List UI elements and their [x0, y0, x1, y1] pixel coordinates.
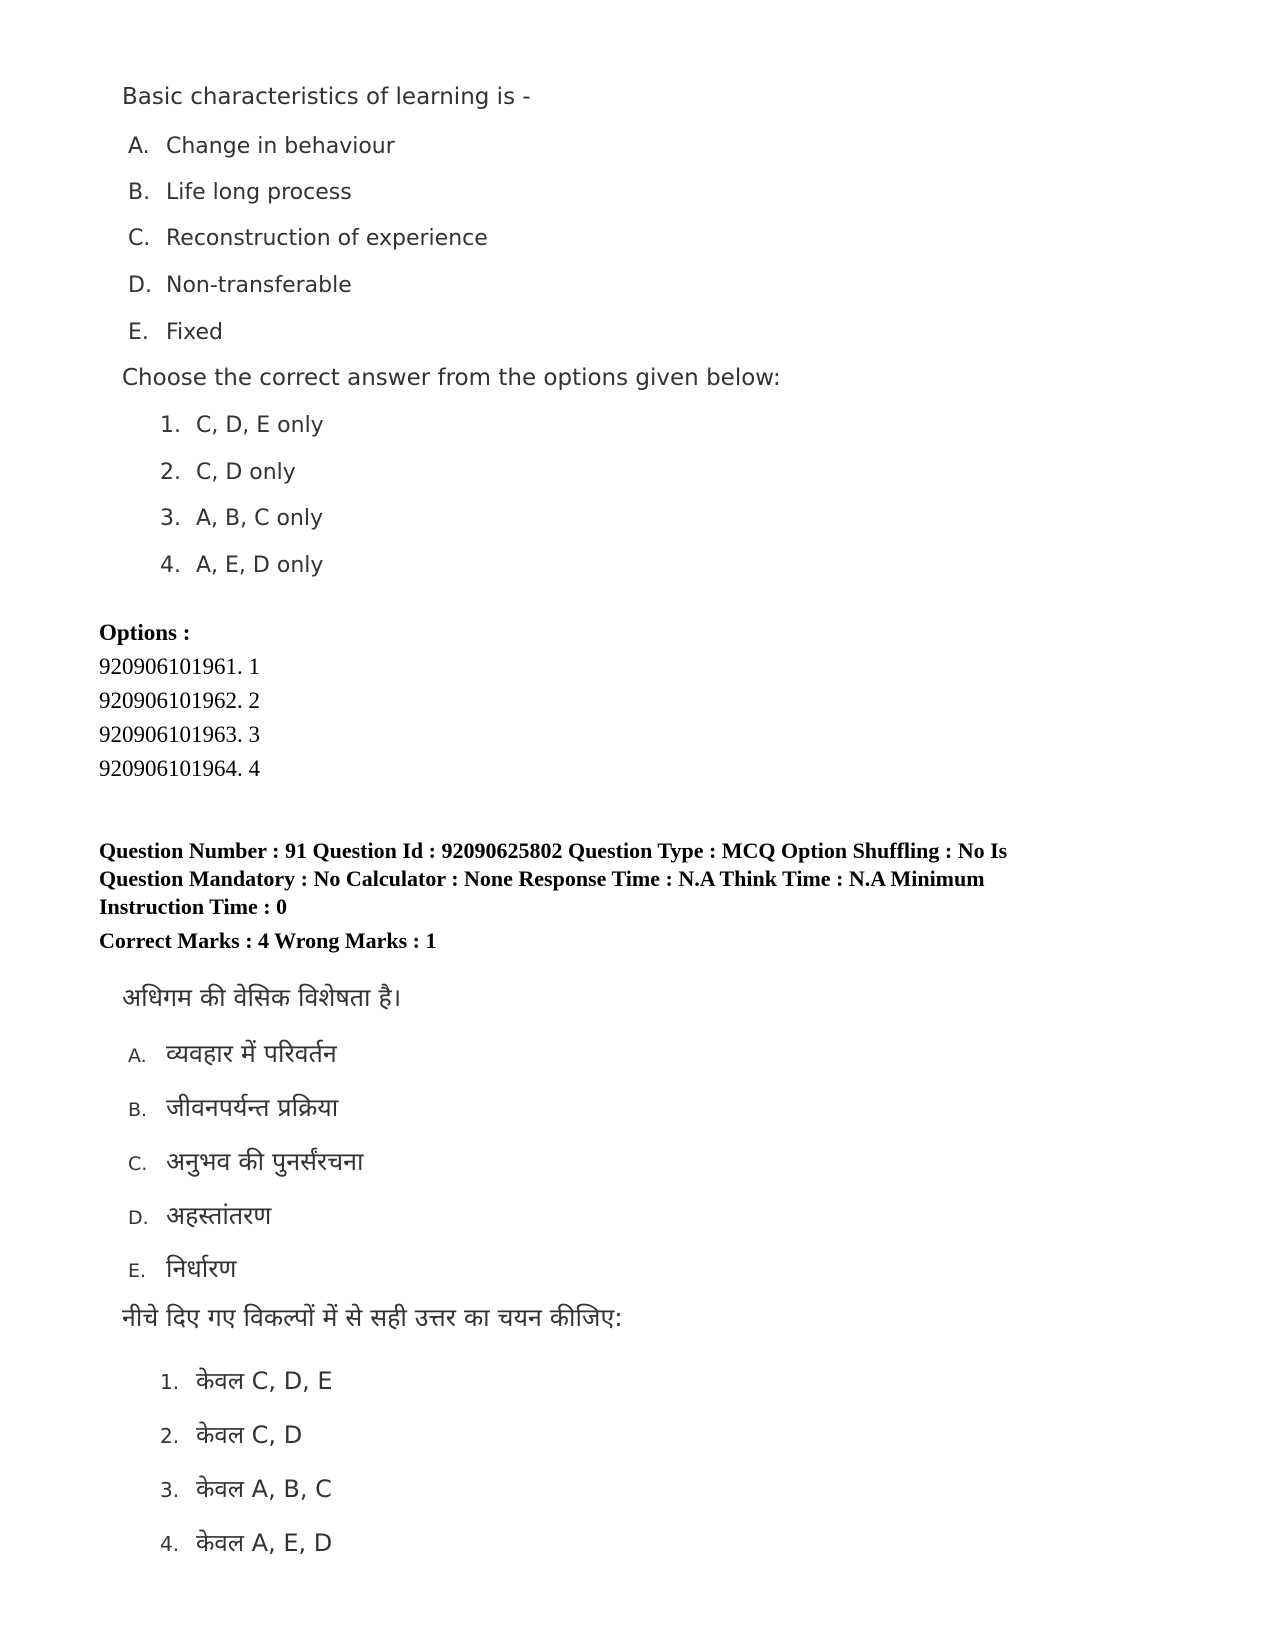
choice-text: केवल C, D — [196, 1421, 303, 1449]
choice-number: 3. — [160, 1478, 180, 1502]
statement-text: अहस्तांतरण — [166, 1201, 272, 1230]
question-marks: Correct Marks : 4 Wrong Marks : 1 — [99, 928, 437, 953]
statement-text: अनुभव की पुनर्संरचना — [166, 1147, 364, 1176]
statement-text: Change in behaviour — [166, 134, 395, 159]
option-id-line: 920906101961. 1 — [99, 654, 260, 679]
option-id-line: 920906101963. 3 — [99, 722, 260, 747]
question-stem-english: Basic characteristics of learning is - — [122, 84, 531, 110]
statement-text: Reconstruction of experience — [166, 226, 488, 251]
question-stem-hindi: अधिगम की वेसिक विशेषता है। — [122, 983, 402, 1012]
choice-number: 1. — [160, 413, 181, 438]
option-id-line: 920906101962. 2 — [99, 688, 260, 713]
statement-text: व्यवहार में परिवर्तन — [166, 1039, 337, 1068]
statement-letter: A. — [128, 1045, 147, 1067]
question-instruction-english: Choose the correct answer from the options given below: — [122, 365, 781, 391]
choice-text: A, B, C only — [196, 506, 324, 531]
choice-text: A, E, D only — [196, 553, 324, 578]
choice-text: केवल A, B, C — [196, 1475, 332, 1503]
choice-text: C, D only — [196, 460, 296, 485]
statement-text: Life long process — [166, 180, 352, 205]
statement-letter: C. — [128, 1153, 148, 1175]
statement-letter: A. — [128, 134, 150, 159]
choice-number: 2. — [160, 460, 181, 485]
choice-number: 4. — [160, 553, 181, 578]
question-instruction-hindi: नीचे दिए गए विकल्पों में से सही उत्तर का चयन कीजिए: — [122, 1303, 623, 1332]
choice-text: C, D, E only — [196, 413, 324, 438]
statement-letter: C. — [128, 226, 151, 251]
choice-number: 3. — [160, 506, 181, 531]
statement-text: जीवनपर्यन्त प्रक्रिया — [166, 1093, 339, 1122]
choice-text: केवल C, D, E — [196, 1367, 333, 1395]
statement-text: निर्धारण — [166, 1254, 237, 1283]
statement-text: Fixed — [166, 320, 224, 345]
statement-letter: B. — [128, 180, 151, 205]
question-metadata-line: Instruction Time : 0 — [99, 894, 288, 919]
choice-number: 1. — [160, 1370, 180, 1394]
statement-letter: E. — [128, 1260, 147, 1282]
option-id-line: 920906101964. 4 — [99, 756, 260, 781]
question-metadata-line: Question Number : 91 Question Id : 92090625802 Question Type : MCQ Option Shuffling : No Is — [99, 838, 1008, 863]
options-title: Options : — [99, 620, 191, 645]
statement-letter: B. — [128, 1099, 148, 1121]
choice-number: 2. — [160, 1424, 180, 1448]
statement-text: Non-transferable — [166, 273, 352, 298]
choice-number: 4. — [160, 1532, 180, 1556]
statement-letter: D. — [128, 273, 152, 298]
choice-text: केवल A, E, D — [196, 1529, 333, 1557]
question-metadata-line: Question Mandatory : No Calculator : None Response Time : N.A Think Time : N.A Minimum — [99, 866, 985, 891]
statement-letter: D. — [128, 1207, 149, 1229]
statement-letter: E. — [128, 320, 149, 345]
